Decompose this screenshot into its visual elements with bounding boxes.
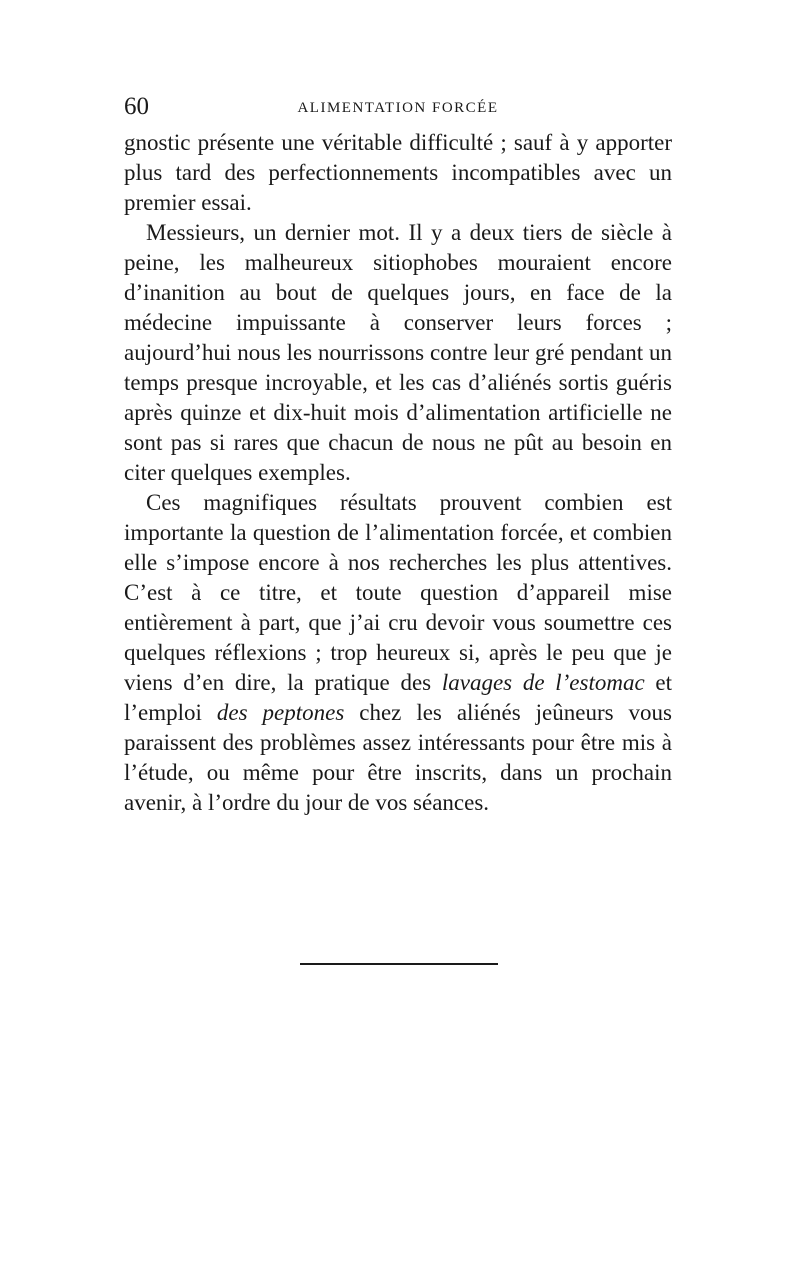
italic-term-peptones: des peptones	[216, 700, 345, 725]
paragraph-last-word	[124, 218, 672, 488]
paragraph-text: gnostic présente une véritable difficulté ; sauf à y apporter plus tard des perfectionnements incompatibles avec un premier essai.	[124, 130, 672, 215]
end-rule	[300, 963, 498, 965]
paragraph-text: et l’emploi	[124, 670, 672, 725]
running-title: ALIMENTATION FORCÉE	[297, 100, 499, 116]
paragraph-text: Ces magnifiques résultats prouvent combien est importante la question de l’alimentation forcée, et combien elle s’impose encore à nos recherches les plus attentives. C’est à ce titre, et toute question d’appareil mise entièrement à part, que j’ai cru devoir vous soumettre ces quelques réflexions ; trop heureux si, après le peu que je viens d’en dire, la pratique des	[124, 490, 672, 695]
paragraph-results	[124, 488, 672, 818]
page-number: 60	[124, 93, 149, 120]
running-head	[124, 92, 672, 122]
paragraph-continuation	[124, 128, 672, 218]
paragraph-text: Messieurs, un dernier mot. Il y a deux tiers de siècle à peine, les malheureux sitiophobes mouraient encore d’inanition au bout de quelques jours, en face de la médecine impuissante à conserver leurs forces ; aujourd’hui nous les nourrissons contre leur gré pendant un temps presque incroyable, et les cas d’aliénés sortis guéris après quinze et dix-huit mois d’alimentation artificielle ne sont pas si rares que chacun de nous ne pût au besoin en citer quelques exemples.	[124, 220, 672, 485]
paragraph-text: chez les aliénés jeûneurs vous paraissent des problèmes assez intéressants pour être mis à l’étude, ou même pour être inscrits, dans un prochain avenir, à l’ordre du jour de vos séances.	[124, 700, 672, 815]
italic-term-lavages: lavages de l’estomac	[441, 670, 645, 695]
body-text	[124, 128, 672, 818]
